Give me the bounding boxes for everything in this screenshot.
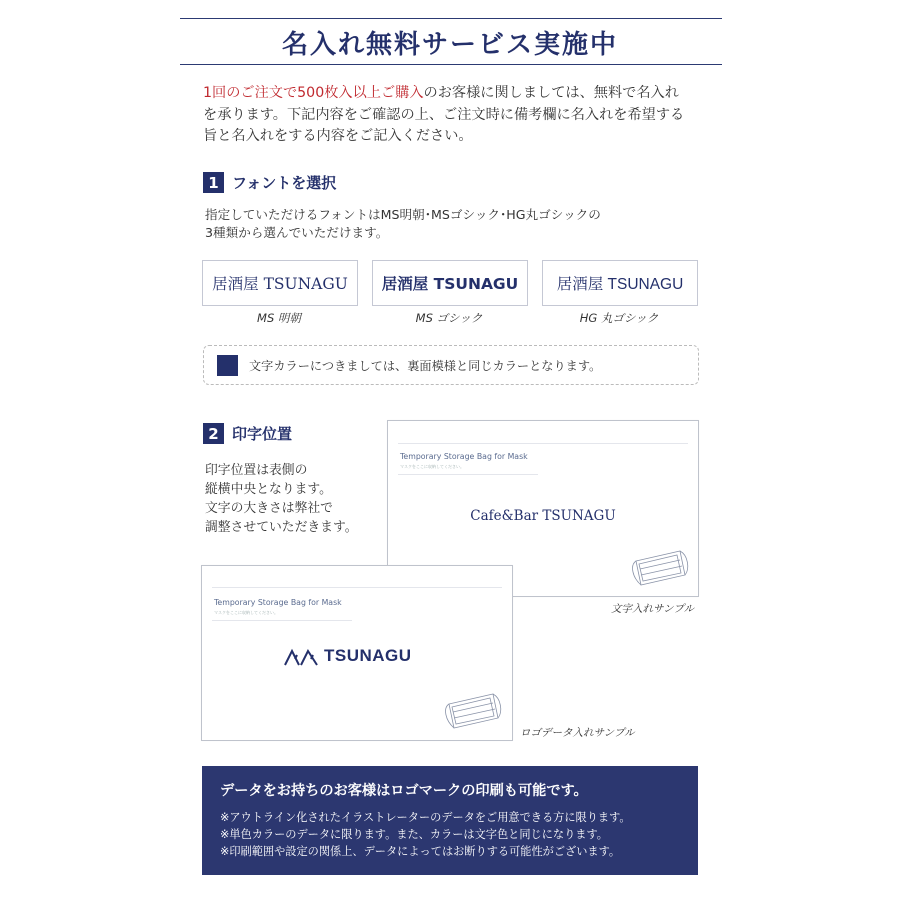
color-note [203, 345, 699, 385]
print-text-sample: Cafe&Bar TSUNAGU [470, 508, 616, 524]
intro-line2: を承ります。下記内容をご確認の上、ご注文時に備考欄に名入れを希望する [203, 106, 685, 123]
section2-desc [205, 461, 358, 537]
bag-title: Temporary Storage Bag for Mask [400, 452, 528, 461]
section2-title: 印字位置 [232, 425, 293, 443]
color-swatch [217, 355, 238, 376]
banner-note: ※印刷範囲や設定の関係上、データによってはお断りする可能性がございます。 [220, 845, 621, 858]
section2-desc-line1: 印字位置は表側の [205, 463, 308, 478]
section2-desc-line3: 文字の大きさは弊社で [205, 501, 333, 516]
font-sample-ms-mincho [202, 260, 358, 306]
top-rule [180, 18, 722, 19]
section1-title: フォントを選択 [232, 174, 337, 192]
section1-number: 1 [203, 172, 224, 193]
banner-note: ※アウトライン化されたイラストレーターのデータをご用意できる方に限ります。 [220, 811, 631, 824]
intro-text [203, 83, 703, 148]
font-caption-ms-mincho: MS 明朝 [257, 311, 301, 325]
bag-subtitle: マスクをここに収納してください。 [214, 610, 278, 615]
font-caption-ms-gothic: MS ゴシック [415, 311, 483, 325]
font-sample-text: 居酒屋 TSUNAGU [556, 276, 684, 293]
section1-desc [205, 206, 601, 242]
font-sample-text: 居酒屋 TSUNAGU [212, 275, 348, 293]
tsunagu-logo-icon [284, 646, 318, 666]
logo-sample-caption: ロゴデータ入れサンプル [520, 727, 635, 739]
banner-heading: データをお持ちのお客様はロゴマークの印刷も可能です。 [220, 783, 588, 799]
font-sample-text: 居酒屋 TSUNAGU [381, 275, 519, 293]
font-sample-hg-maru [542, 260, 698, 306]
card-header-line [212, 620, 352, 621]
card-header-line [398, 474, 538, 475]
logo-print-banner [202, 766, 698, 875]
font-caption-hg-maru: HG 丸ゴシック [579, 311, 659, 325]
card-top-line [398, 443, 688, 444]
bag-title: Temporary Storage Bag for Mask [214, 598, 342, 607]
intro-line3: 旨と名入れをする内容をご記入ください。 [203, 128, 473, 144]
section2-number: 2 [203, 423, 224, 444]
section2-heading [203, 423, 292, 444]
mask-icon [443, 690, 503, 732]
title-rule [180, 64, 722, 65]
page-title: 名入れ無料サービス実施中 [281, 30, 618, 60]
color-note-text: 文字カラーにつきましては、裏面模様と同じカラーとなります。 [249, 358, 602, 373]
card-top-line [212, 587, 502, 588]
logo-sample-card [201, 565, 513, 741]
section2-desc-line2: 縦横中央となります。 [205, 482, 332, 497]
logo-sample [284, 646, 412, 666]
section1-heading [203, 172, 336, 193]
banner-note: ※単色カラーのデータに限ります。また、カラーは文字色と同じになります。 [220, 828, 608, 841]
section1-desc-line1: 指定していただけるフォントはMS明朝･MSゴシック･HG丸ゴシックの [205, 207, 601, 222]
mask-icon [630, 547, 690, 589]
text-sample-caption: 文字入れサンプル [611, 603, 695, 615]
section1-desc-line2: 3種類から選んでいただけます。 [205, 225, 389, 240]
section2-desc-line4: 調整させていただきます。 [205, 520, 358, 535]
intro-line1: のお客様に関しましては、無料で名入れ [423, 85, 679, 101]
logo-text: TSUNAGU [324, 646, 412, 665]
intro-highlight: 1回のご注文で500枚入以上ご購入 [203, 85, 424, 101]
font-sample-ms-gothic [372, 260, 528, 306]
bag-subtitle: マスクをここに収納してください。 [400, 464, 464, 469]
